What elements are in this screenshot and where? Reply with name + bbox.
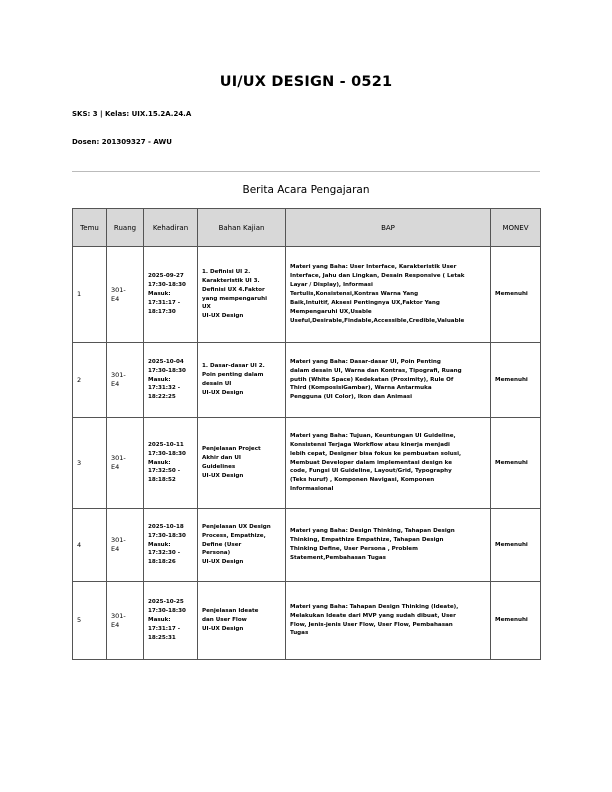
cell-kehadiran [144,418,198,509]
cell-bahan-kajian-line: Poin penting dalam [202,372,264,379]
table-row [73,343,541,418]
cell-bap-line: Pengguna (UI Color), Ikon dan Animasi [290,394,413,401]
header-ruang: Ruang [107,209,144,247]
table-row [73,509,541,582]
cell-bap-line: code, Fungsi UI Guideline, Layout/Grid, Typography [290,468,452,475]
cell-kehadiran-line: 17:30-18:30 [148,450,186,457]
table-row [73,247,541,343]
cell-ruang-line: E4 [111,294,120,303]
cell-bap [286,418,491,509]
header-monev: MONEV [491,209,541,247]
table-row [73,418,541,509]
cell-bahan-kajian-line: Definisi UX 4.Faktor [202,286,265,293]
cell-monev: Memenuhi [491,582,541,660]
cell-temu: 1 [73,247,107,343]
cell-ruang [107,343,144,418]
table-row [73,582,541,660]
cell-temu: 5 [73,582,107,660]
cell-kehadiran-line: 17:31:32 - [148,385,181,392]
cell-bap-line: Layar / Display), Informasi [290,282,373,289]
course-title: UI/UX DESIGN - 0521 [219,74,393,90]
cell-ruang-line: E4 [111,380,120,388]
section-title: Berita Acara Pengajaran [242,184,370,196]
cell-bahan-kajian-line: Akhir dan UI [202,455,241,462]
cell-ruang [107,418,144,509]
cell-bahan-kajian-line: Karakteristik UI 3. [202,277,260,284]
cell-kehadiran-line: Masuk: [148,541,171,548]
cell-monev: Memenuhi [491,418,541,509]
cell-bahan-kajian-line: UI-UX Design [202,472,244,479]
cell-temu: 3 [73,418,107,509]
cell-bap-line: lebih cepat, Designer bisa fokus ke pembuatan solusi, [290,450,462,457]
cell-bahan-kajian [198,343,286,418]
cell-kehadiran-line: 2025-10-04 [148,358,184,365]
cell-kehadiran-line: 17:31:17 - [148,299,181,306]
cell-ruang-line: 301- [111,454,126,462]
cell-kehadiran-line: Masuk: [148,291,171,298]
cell-ruang-line: 301- [111,285,126,294]
cell-bap-line: Flow, Jenis-jenis User Flow, User Flow, Pembahasan [290,621,453,628]
cell-bap-line: Thinking Define, User Persona , Problem [290,546,418,552]
cell-kehadiran-line: 17:30-18:30 [148,608,186,615]
cell-kehadiran-line: 17:30-18:30 [148,532,186,539]
cell-bahan-kajian-line: UI-UX Design [202,389,244,396]
cell-bahan-kajian-line: dan User Flow [202,617,247,624]
cell-temu: 2 [73,343,107,418]
cell-bahan-kajian-line: UX [202,304,211,311]
cell-bahan-kajian-line: Guidelines [202,464,236,470]
cell-bahan-kajian-line: yang mempengaruhi [202,295,268,302]
cell-temu: 4 [73,509,107,582]
cell-bahan-kajian [198,247,286,343]
cell-bahan-kajian-line: desain UI [202,381,232,387]
cell-ruang-line: E4 [111,545,120,553]
header-kehadiran: Kehadiran [144,209,198,247]
cell-bap-line: Tertulis,Konsistensi,Kontras Warna Yang [290,291,419,298]
cell-ruang-line: 301- [111,371,126,379]
cell-ruang-line: E4 [111,463,120,471]
cell-kehadiran-line: Masuk: [148,617,171,624]
cell-kehadiran-line: 17:32:50 - [148,468,181,475]
cell-bahan-kajian-line: Penjelasan UX Design [202,523,271,530]
cell-kehadiran-line: 2025-10-11 [148,441,184,448]
cell-monev: Memenuhi [491,247,541,343]
cell-bap-line: Materi yang Baha: Dasar-dasar UI, Poin Penting [290,358,441,365]
lecturer-info: Dosen: 201309327 - AWU [72,138,172,146]
cell-bap-line: Statement,Pembahasan Tugas [290,554,386,561]
cell-kehadiran-line: Masuk: [148,376,171,383]
cell-kehadiran-line: 17:30-18:30 [148,282,186,289]
cell-bahan-kajian-line: UI-UX Design [202,313,244,320]
cell-bap-line: Mempengaruhi UX,Usable [290,308,372,315]
cell-bap-line: Materi yang Baha: User Interface, Karakteristik User [290,264,457,271]
cell-kehadiran [144,509,198,582]
cell-bap-line: Third (KomposisiGambar), Warna Antarmuka [290,385,432,392]
cell-kehadiran [144,343,198,418]
class-info: SKS: 3 | Kelas: UIX.15.2A.24.A [72,110,192,118]
cell-kehadiran-line: Masuk: [148,459,171,466]
divider [72,171,540,172]
cell-kehadiran-line: 2025-10-18 [148,523,184,530]
cell-bap [286,509,491,582]
cell-bap-line: Materi yang Baha: Tahapan Design Thinking (Ideate), [290,603,459,610]
cell-bap-line: Materi yang Baha: Tujuan, Keuntungan UI Guideline, [290,432,456,439]
cell-ruang-line: 301- [111,536,126,544]
cell-kehadiran-line: 18:18:52 [148,477,176,484]
cell-bap-line: Konsistensi Terjaga Workflow atau kinerja menjadi [290,441,450,448]
cell-bap-line: Informasional [290,486,334,493]
header-bahan-kajian: Bahan Kajian [198,209,286,247]
header-temu: Temu [73,209,107,247]
cell-bahan-kajian-line: Process, Empathize, [202,532,266,539]
cell-ruang-line: E4 [111,620,120,629]
cell-bahan-kajian-line: Persona) [202,550,231,557]
cell-bahan-kajian-line: 1. Dasar-dasar UI 2. [202,363,265,370]
cell-bap-line: Baik,Intuitif, Aksesi Pentingnya UX,Faktor Yang [290,299,440,306]
cell-monev: Memenuhi [491,509,541,582]
cell-kehadiran-line: 17:31:17 - [148,625,181,632]
cell-bahan-kajian-line: Define (User [202,541,242,548]
cell-kehadiran-line: 2025-10-25 [148,599,184,606]
cell-bap-line: Membuat Developer dalam implementasi design ke [290,459,453,466]
cell-bap [286,247,491,343]
cell-kehadiran-line: 18:18:26 [148,559,176,566]
cell-kehadiran-line: 18:25:31 [148,634,176,641]
cell-bahan-kajian [198,509,286,582]
cell-bap [286,582,491,660]
cell-bahan-kajian-line: UI-UX Design [202,559,244,566]
cell-bap-line: dalam desain UI, Warna dan Kontras, Tipografi, Ruang [290,367,462,374]
cell-ruang [107,509,144,582]
cell-bahan-kajian-line: 1. Definisi UI 2. [202,268,251,275]
table-header-row [73,209,541,247]
cell-bap-line: Interface, Jahu dan Lingkan, Desain Responsive ( Letak [290,273,465,280]
cell-kehadiran-line: 17:32:30 - [148,550,181,557]
cell-kehadiran-line: 18:17:30 [148,308,176,315]
cell-kehadiran [144,582,198,660]
teaching-record-table [72,208,541,660]
cell-bap-line: putih (White Space) Kedekatan (Proximity), Rule Of [290,376,454,383]
cell-bahan-kajian-line: UI-UX Design [202,625,244,632]
cell-bap-line: Melakukan Ideate dari MVP yang sudah dibuat, User [290,612,456,619]
cell-monev: Memenuhi [491,343,541,418]
cell-ruang [107,247,144,343]
cell-ruang [107,582,144,660]
cell-bahan-kajian [198,418,286,509]
cell-bap-line: Materi yang Baha: Design Thinking, Tahapan Design [290,528,455,535]
cell-kehadiran-line: 18:22:25 [148,394,176,401]
header-bap: BAP [286,209,491,247]
cell-bap-line: Tugas [290,630,309,637]
cell-ruang-line: 301- [111,611,126,620]
cell-bap [286,343,491,418]
cell-kehadiran-line: 2025-09-27 [148,273,184,280]
cell-kehadiran [144,247,198,343]
cell-bap-line: Useful,Desirable,Findable,Accessible,Credible,Valuable [290,317,465,324]
cell-bahan-kajian-line: Penjelasan Ideate [202,608,259,615]
cell-bahan-kajian [198,582,286,660]
cell-bahan-kajian-line: Penjelasan Project [202,446,261,453]
cell-bap-line: Thinking, Empathize Empathize, Tahapan Design [290,537,444,544]
cell-bap-line: (Teks huruf) , Komponen Navigasi, Komponen [290,477,435,484]
cell-kehadiran-line: 17:30-18:30 [148,367,186,374]
